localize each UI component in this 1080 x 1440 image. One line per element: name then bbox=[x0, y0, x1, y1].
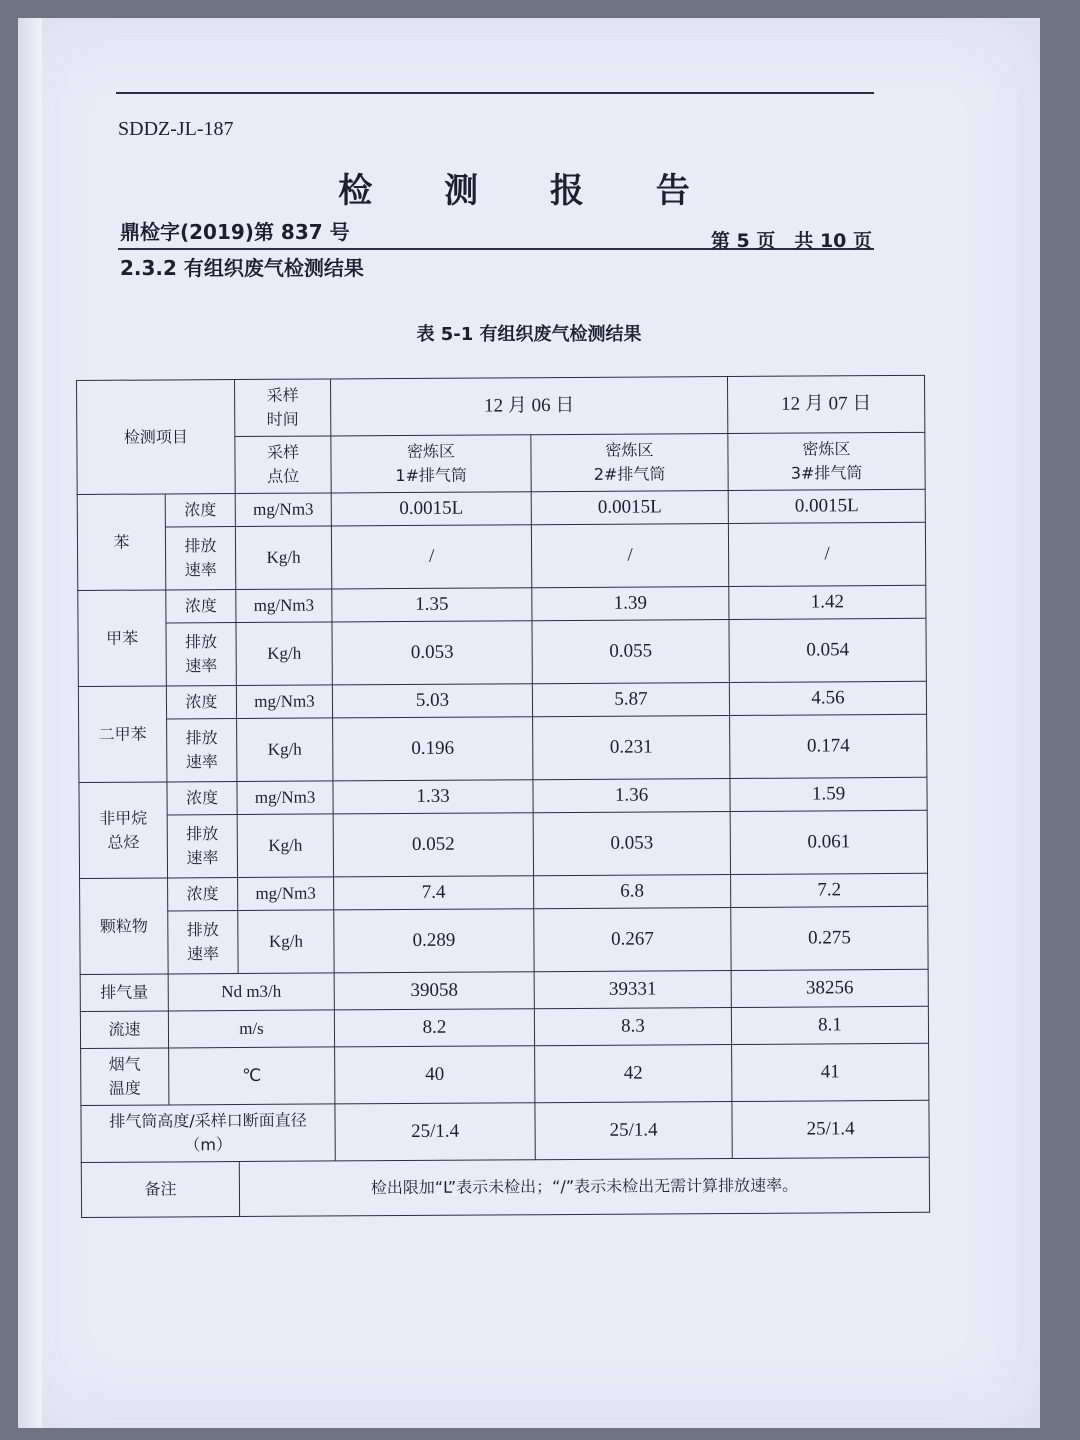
value-cell: 0.054 bbox=[729, 618, 926, 682]
value-cell: 25/1.4 bbox=[335, 1103, 535, 1161]
stack-label: 排气筒高度/采样口断面直径 （m） bbox=[81, 1104, 335, 1163]
value-cell: 0.174 bbox=[730, 714, 927, 778]
value-cell: 40 bbox=[335, 1046, 535, 1104]
value-cell: / bbox=[728, 522, 925, 586]
conc-unit: mg/Nm3 bbox=[235, 493, 331, 527]
table-row bbox=[78, 585, 926, 623]
value-cell: 39331 bbox=[534, 971, 731, 1009]
conc-label: 浓度 bbox=[166, 590, 236, 623]
value-cell: 5.87 bbox=[532, 683, 729, 717]
table-row bbox=[79, 777, 927, 815]
page-binding-edge bbox=[18, 18, 42, 1428]
header-row-time bbox=[77, 375, 925, 437]
rate-unit: Kg/h bbox=[235, 526, 331, 590]
value-cell: 1.36 bbox=[533, 779, 730, 813]
value-cell: 0.0015L bbox=[331, 492, 531, 526]
rate-label: 排放 速率 bbox=[168, 911, 238, 974]
value-cell: 1.42 bbox=[729, 585, 926, 619]
exhaust-volume-label: 排气量 bbox=[80, 974, 168, 1012]
page-number: 第 5 页 共 10 页 bbox=[710, 230, 872, 252]
document-code: SDDZ-JL-187 bbox=[118, 118, 234, 140]
point-1: 密炼区 1#排气筒 bbox=[331, 435, 531, 493]
rate-label: 排放 速率 bbox=[167, 719, 237, 782]
stack-row bbox=[81, 1100, 929, 1162]
value-cell: 0.0015L bbox=[728, 489, 925, 523]
conc-unit: mg/Nm3 bbox=[238, 877, 334, 911]
value-cell: 39058 bbox=[334, 972, 534, 1010]
sampling-time-label: 采样 时间 bbox=[235, 379, 331, 437]
flue-temp-unit: ℃ bbox=[169, 1047, 335, 1105]
rate-unit: Kg/h bbox=[237, 814, 333, 878]
table-row bbox=[79, 810, 927, 878]
results-table bbox=[76, 375, 930, 1218]
pollutant-name: 二甲苯 bbox=[78, 686, 167, 783]
rate-unit: Kg/h bbox=[236, 622, 332, 686]
conc-label: 浓度 bbox=[166, 686, 236, 719]
conc-label: 浓度 bbox=[168, 878, 238, 911]
remark-row bbox=[81, 1157, 929, 1217]
report-number: 鼎检字(2019)第 837 号 bbox=[120, 220, 350, 244]
header-rule bbox=[116, 92, 874, 94]
value-cell: 0.052 bbox=[333, 813, 533, 877]
value-cell: 8.3 bbox=[534, 1008, 731, 1046]
rate-label: 排放 速率 bbox=[166, 623, 236, 686]
flow-velocity-row bbox=[80, 1006, 928, 1048]
value-cell: 7.4 bbox=[334, 876, 534, 910]
value-cell: / bbox=[331, 525, 531, 589]
point-3: 密炼区 3#排气筒 bbox=[728, 432, 925, 490]
table-row bbox=[79, 714, 927, 782]
value-cell: 8.1 bbox=[731, 1006, 928, 1044]
value-cell: 4.56 bbox=[729, 681, 926, 715]
rate-label: 排放 速率 bbox=[165, 527, 235, 590]
value-cell: 41 bbox=[732, 1043, 929, 1101]
value-cell: 1.39 bbox=[532, 587, 729, 621]
reference-row bbox=[118, 214, 874, 250]
table-row bbox=[80, 906, 928, 974]
value-cell: 8.2 bbox=[334, 1009, 534, 1047]
exhaust-volume-row bbox=[80, 969, 928, 1011]
value-cell: 5.03 bbox=[332, 684, 532, 718]
pollutant-name: 非甲烷 总烃 bbox=[79, 782, 168, 879]
report-page bbox=[18, 18, 1040, 1428]
table-caption: 表 5-1 有组织废气检测结果 bbox=[416, 324, 642, 345]
pollutant-name: 苯 bbox=[77, 494, 166, 591]
value-cell: 0.0015L bbox=[531, 491, 728, 525]
value-cell: 1.35 bbox=[332, 588, 532, 622]
value-cell: 0.196 bbox=[333, 717, 533, 781]
value-cell: 25/1.4 bbox=[535, 1102, 732, 1160]
pollutant-name: 颗粒物 bbox=[80, 878, 169, 975]
rate-unit: Kg/h bbox=[237, 718, 333, 782]
value-cell: 0.231 bbox=[533, 716, 730, 780]
value-cell: / bbox=[531, 524, 728, 588]
pollutant-name: 甲苯 bbox=[78, 590, 167, 687]
remark-label: 备注 bbox=[81, 1162, 239, 1218]
value-cell: 0.267 bbox=[534, 908, 731, 972]
value-cell: 6.8 bbox=[534, 875, 731, 909]
value-cell: 0.053 bbox=[533, 812, 730, 876]
remark-text: 检出限加“L”表示未检出；“/”表示未检出无需计算排放速率。 bbox=[239, 1157, 929, 1216]
table-row bbox=[78, 618, 926, 686]
value-cell: 42 bbox=[535, 1045, 732, 1103]
value-cell: 38256 bbox=[731, 969, 928, 1007]
table-row bbox=[78, 681, 926, 719]
point-2: 密炼区 2#排气筒 bbox=[531, 434, 728, 492]
rate-label: 排放 速率 bbox=[167, 815, 237, 878]
conc-unit: mg/Nm3 bbox=[236, 589, 332, 623]
table-row bbox=[77, 522, 925, 590]
table-row bbox=[80, 873, 928, 911]
conc-label: 浓度 bbox=[165, 494, 235, 527]
value-cell: 0.061 bbox=[730, 810, 927, 874]
report-title: 检 测 报 告 bbox=[338, 171, 720, 211]
conc-unit: mg/Nm3 bbox=[237, 781, 333, 815]
section-heading: 2.3.2 有组织废气检测结果 bbox=[120, 256, 364, 280]
value-cell: 0.053 bbox=[332, 621, 532, 685]
rate-unit: Kg/h bbox=[238, 910, 334, 974]
flue-temp-row bbox=[81, 1043, 929, 1105]
flue-temp-label: 烟气 温度 bbox=[81, 1048, 169, 1106]
value-cell: 1.33 bbox=[333, 780, 533, 814]
exhaust-volume-unit: Nd m3/h bbox=[168, 973, 334, 1011]
conc-label: 浓度 bbox=[167, 782, 237, 815]
date-dec-07: 12 月 07 日 bbox=[728, 375, 925, 433]
value-cell: 7.2 bbox=[731, 873, 928, 907]
value-cell: 25/1.4 bbox=[732, 1100, 929, 1158]
value-cell: 0.289 bbox=[334, 909, 534, 973]
table-row bbox=[77, 489, 925, 527]
flow-velocity-label: 流速 bbox=[80, 1011, 168, 1049]
sampling-point-label: 采样 点位 bbox=[235, 436, 331, 494]
flow-velocity-unit: m/s bbox=[168, 1010, 334, 1048]
item-header: 检测项目 bbox=[77, 380, 236, 495]
value-cell: 0.275 bbox=[731, 906, 928, 970]
date-dec-06: 12 月 06 日 bbox=[331, 377, 728, 436]
value-cell: 0.055 bbox=[532, 620, 729, 684]
conc-unit: mg/Nm3 bbox=[236, 685, 332, 719]
value-cell: 1.59 bbox=[730, 777, 927, 811]
